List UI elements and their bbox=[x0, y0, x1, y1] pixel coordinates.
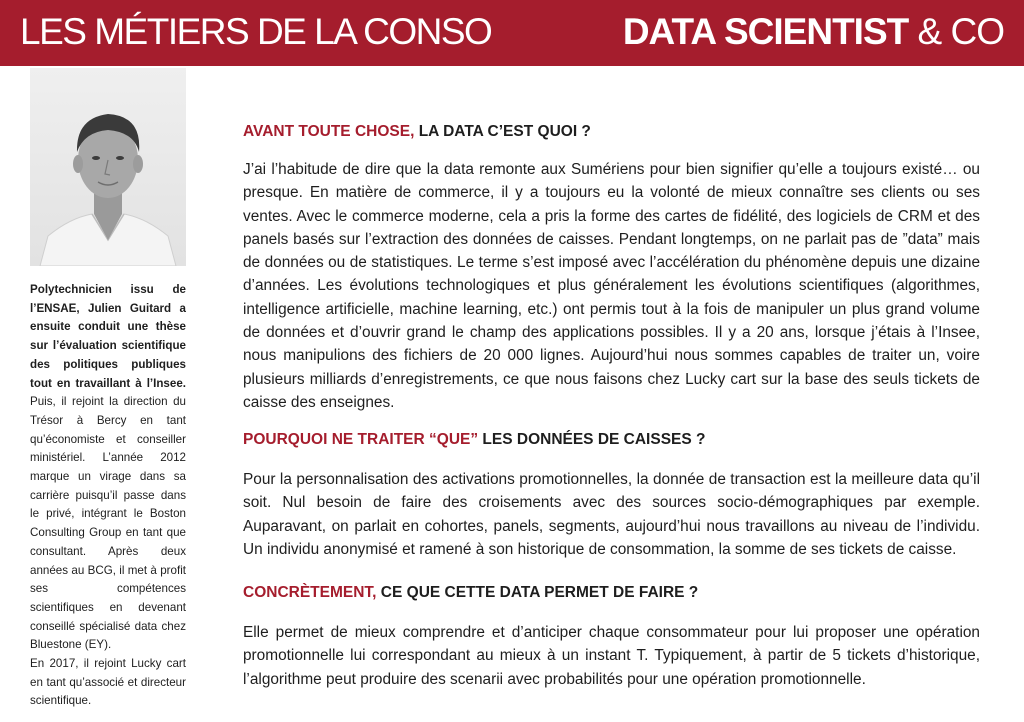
author-bio-career: Puis, il rejoint la direction du Trésor à Bercy en tant qu’économiste et conseiller ministériel. L’année 2012 marque un virage dans sa carrière puisqu’il passe dans le privé, intégrant le Boston Consulting Group en tant que consultant. Après deux années au BCG, il met à profit ses compétences scientifiques en devenant conseillé spécialisé data chez Bluestone (EY). bbox=[30, 395, 186, 652]
section-heading-1-lead: AVANT TOUTE CHOSE, bbox=[243, 123, 415, 140]
section-heading-3-lead: CONCRÈTEMENT, bbox=[243, 584, 377, 601]
portrait-illustration bbox=[30, 68, 186, 266]
section-heading-1 bbox=[243, 118, 591, 146]
page-title bbox=[623, 10, 1004, 54]
section-heading-2-lead: POURQUOI NE TRAITER “QUE” bbox=[243, 431, 479, 448]
section-paragraph-3: Elle permet de mieux comprendre et d’anticiper chaque consommateur pour lui proposer une opération promotionnelle lui correspondant au mieux à un instant T. Typiquement, à partir de 5 tickets d’historique, l’algorithme peut produire des scenarii avec probabilités pour une opération promotionnelle. bbox=[243, 624, 980, 688]
portrait-photo bbox=[30, 68, 186, 266]
author-bio-intro: Polytechnicien issu de l’ENSAE, Julien Guitard a ensuite conduit une thèse sur l’évaluation scientifique des politiques publiques tout en travaillant à l’Insee. bbox=[30, 283, 186, 390]
section-title: LES MÉTIERS DE LA CONSO bbox=[20, 11, 492, 52]
section-heading-3-rest: CE QUE CETTE DATA PERMET DE FAIRE ? bbox=[380, 584, 699, 601]
page-title-suffix: & CO bbox=[917, 11, 1004, 52]
section-heading-2 bbox=[243, 426, 706, 454]
header-banner bbox=[0, 0, 1024, 66]
section-heading-1-rest: LA DATA C’EST QUOI ? bbox=[418, 123, 591, 140]
page-title-main: DATA SCIENTIST bbox=[622, 11, 909, 52]
section-paragraph-1: J’ai l’habitude de dire que la data remonte aux Sumériens pour bien signifier qu’elle a toujours existé… ou presque. En matière de commerce, il y a toujours eu la volonté de mieux connaître ses clients ou ses ventes. Avec le commerce moderne, cela a pris la forme des cartes de fidélité, des logiciels de CRM et des panels basés sur l’extraction des données de caisses. Pendant longtemps, on ne parlait pas de ”data” mais de données ou de statistiques. Le terme s’est imposé avec l’accélération du phénomène depuis une dizaine d’années. Les évolutions technologiques et plus généralement les évolutions scientifiques (algorithmes, intelligence artificielle, machine learning, etc.) ont permis tout à la fois de manipuler un plus grand volume de données et d’ouvrir grand le champ des applications possibles. Il y a 20 ans, lorsque j’étais à l’Insee, nous manipulions des fichiers de 20 000 lignes. Aujourd’hui nous sommes capables de traiter un, voire plusieurs milliards d’enregistrements, ce que nous faisons chez Lucky cart sur la base des seuls tickets de caisse des enseignes. bbox=[243, 161, 980, 411]
author-bio-current: En 2017, il rejoint Lucky cart en tant qu’associé et directeur scientifique. bbox=[30, 657, 186, 708]
author-bio bbox=[30, 281, 186, 711]
section-heading-3 bbox=[243, 579, 698, 607]
section-paragraph-2: Pour la personnalisation des activations promotionnelles, la donnée de transaction est la meilleure data qu’il soit. Nul besoin de faire des croisements avec des sources socio-démographiques par exemple. Auparavant, on parlait en cohortes, panels, segments, aujourd’hui nous travaillons au niveau de l’individu. Un individu anonymisé et ramené à son historique de consommation, la somme de ses tickets de caisse. bbox=[243, 471, 980, 558]
section-heading-2-rest: LES DONNÉES DE CAISSES ? bbox=[482, 431, 706, 448]
